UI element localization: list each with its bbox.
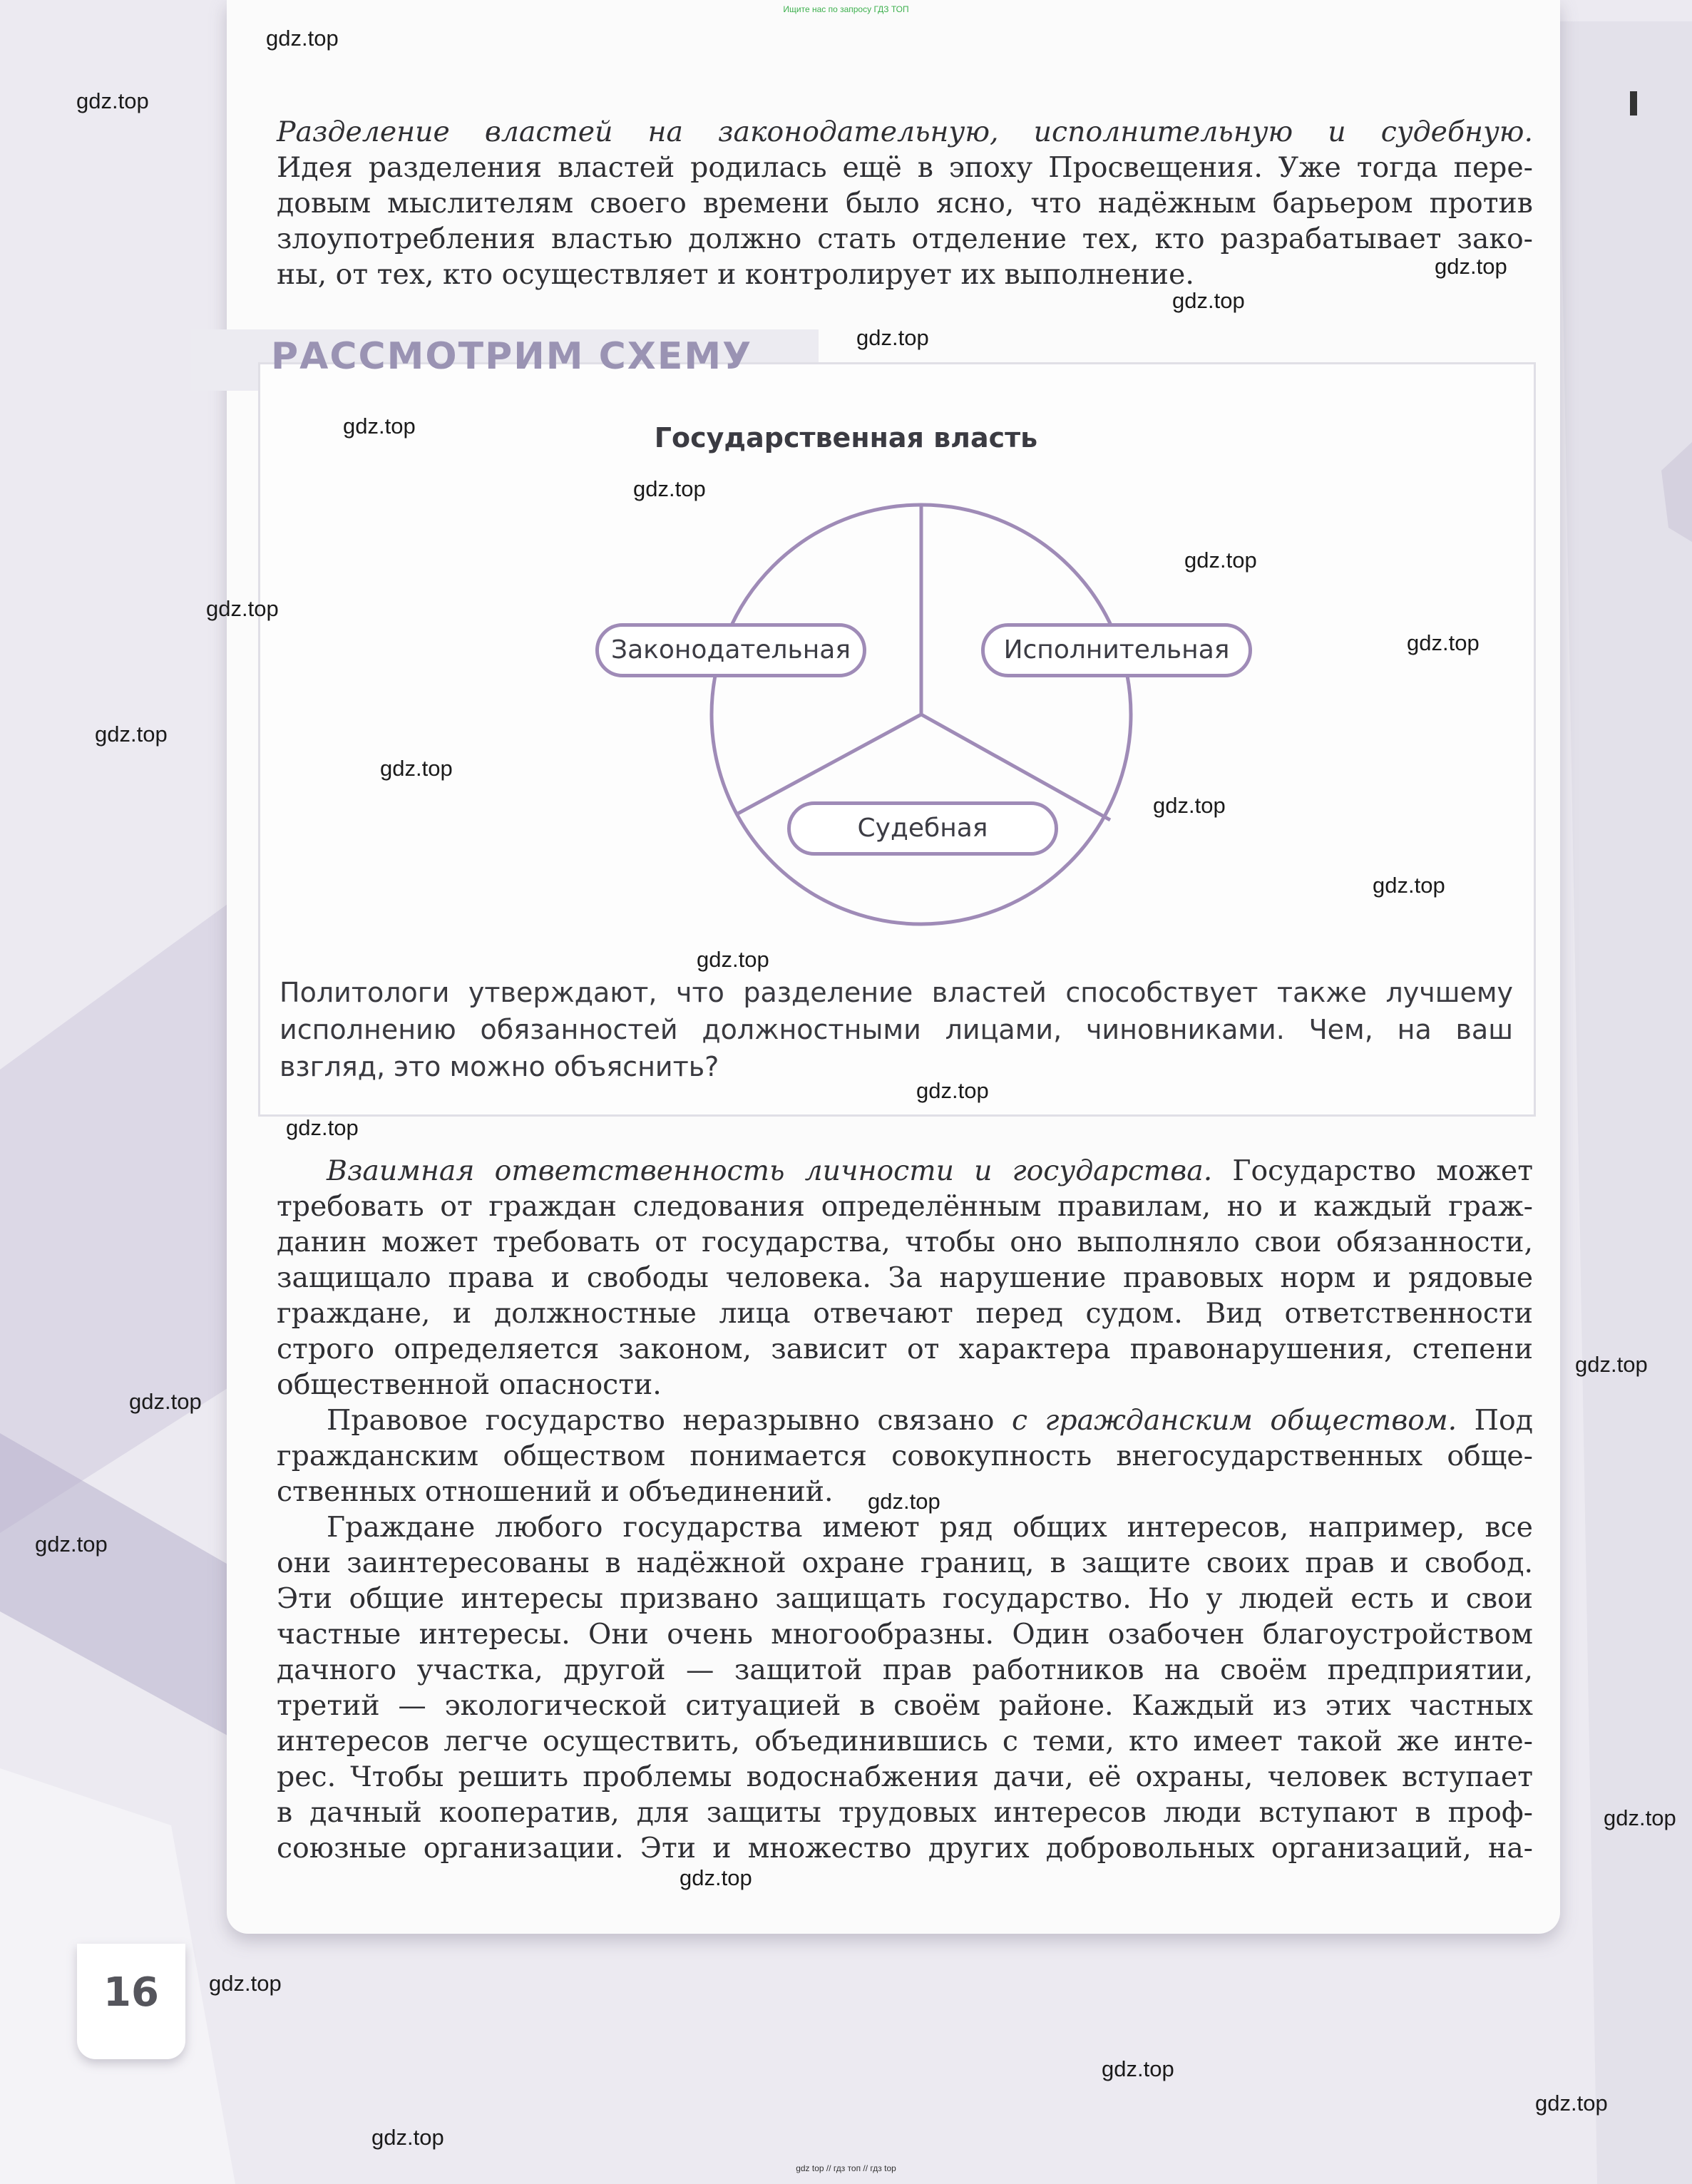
watermark: gdz.top bbox=[868, 1489, 940, 1514]
watermark: gdz.top bbox=[206, 596, 279, 621]
watermark: gdz.top bbox=[697, 947, 769, 972]
text-line: Эти общие интересы призвано защищать государство. Но у людей есть и свои bbox=[277, 1582, 1533, 1615]
watermark: gdz.top bbox=[35, 1532, 108, 1557]
text-line: требовать от граждан следования определённым правилам, но и каждый граж- bbox=[277, 1190, 1533, 1223]
watermark: gdz.top bbox=[633, 476, 706, 501]
text-line: Идея разделения властей родилась ещё в эпоху Просвещения. Уже тогда пере- bbox=[277, 151, 1533, 184]
text-line: данин может требовать от государства, чтобы оно выполняло свои обязанности, bbox=[277, 1226, 1533, 1258]
watermark: gdz.top bbox=[76, 88, 149, 113]
text-line: дачного участка, другой — защитой прав работников на своём предприятии, bbox=[277, 1654, 1533, 1686]
branch-judicial: Судебная bbox=[787, 801, 1058, 856]
watermark: gdz.top bbox=[209, 1971, 282, 1996]
watermark: gdz.top bbox=[1575, 1352, 1648, 1377]
bottom-note: gdz top // гдз топ // гдз top bbox=[796, 2163, 896, 2173]
text-fragment: Под bbox=[1474, 1404, 1533, 1437]
paragraph-mutual-responsibility bbox=[277, 1153, 1533, 1403]
watermark: gdz.top bbox=[916, 1078, 989, 1103]
text-line: общественной опасности. bbox=[277, 1368, 662, 1401]
watermark: gdz.top bbox=[1153, 793, 1226, 818]
text-line: союзные организации. Эти и множество других добровольных организаций, на- bbox=[277, 1832, 1533, 1865]
text-line: строго определяется законом, зависит от характера правонарушения, степени bbox=[277, 1333, 1533, 1365]
diagram-title: Государственная власть bbox=[654, 422, 1038, 453]
paragraph-common-interests bbox=[277, 1509, 1533, 1866]
watermark: gdz.top bbox=[1172, 288, 1245, 313]
text-line: ны, от тех, кто осуществляет и контролирует их выполнение. bbox=[277, 258, 1194, 291]
watermark: gdz.top bbox=[286, 1115, 359, 1140]
paragraph-first-line bbox=[277, 1153, 1533, 1189]
branch-executive: Исполнительная bbox=[981, 623, 1252, 677]
text-line: частные интересы. Они очень многообразны. Один озабочен благоустройством bbox=[277, 1618, 1533, 1651]
watermark: gdz.top bbox=[371, 2125, 444, 2150]
paragraph-lead: Разделение властей на законодательную, исполнительную и судебную. bbox=[277, 116, 1533, 148]
text-line: довым мыслителям своего времени было ясно, что надёжным барьером против bbox=[277, 187, 1533, 220]
watermark: gdz.top bbox=[343, 414, 416, 439]
section-title: РАССМОТРИМ СХЕМУ bbox=[271, 335, 753, 378]
watermark: gdz.top bbox=[1407, 630, 1480, 655]
paragraph-first-line bbox=[277, 1403, 1533, 1438]
watermark: gdz.top bbox=[1102, 2056, 1174, 2081]
text-line: рес. Чтобы решить проблемы водоснабжения дачи, её охраны, человек вступает bbox=[277, 1760, 1533, 1793]
text-fragment: Государство может bbox=[1232, 1154, 1533, 1187]
page-number: 16 bbox=[103, 1969, 159, 2016]
text-line: они заинтересованы в надёжной охране границ, в защите своих прав и свобод. bbox=[277, 1547, 1533, 1579]
scheme-question: Политологи утверждают, что разделение властей способствует также лучшему исполнению обязанностей должностными лицами, чиновниками. Чем, на ваш взгляд, это можно объяснить? bbox=[280, 977, 1513, 1082]
text-line: ственных отношений и объединений. bbox=[277, 1475, 834, 1508]
text-line: в дачный кооператив, для защиты трудовых интересов люди вступают в проф- bbox=[277, 1796, 1533, 1829]
text-fragment-italic: с гражданским обществом. bbox=[1011, 1404, 1457, 1437]
text-line: интересов легче осуществить, объединившись с теми, кто имеет такой же инте- bbox=[277, 1725, 1533, 1758]
watermark: gdz.top bbox=[1184, 548, 1257, 573]
text-line: Граждане любого государства имеют ряд общих интересов, например, все bbox=[327, 1511, 1533, 1544]
text-line: третий — экологической ситуацией в своём районе. Каждый из этих частных bbox=[277, 1689, 1533, 1722]
watermark: gdz.top bbox=[856, 325, 929, 350]
text-fragment: Правовое государство неразрывно связано bbox=[327, 1404, 995, 1437]
text-line: защищало права и свободы человека. За нарушение правовых норм и рядовые bbox=[277, 1261, 1533, 1294]
watermark: gdz.top bbox=[129, 1389, 202, 1414]
top-search-note: Ищите нас по запросу ГДЗ ТОП bbox=[783, 4, 909, 14]
watermark: gdz.top bbox=[95, 722, 168, 747]
paragraph-lead: Взаимная ответственность личности и государства. bbox=[327, 1154, 1213, 1187]
watermark: gdz.top bbox=[1435, 254, 1507, 279]
watermark: gdz.top bbox=[266, 26, 339, 51]
branch-legislative: Законодательная bbox=[595, 623, 866, 677]
watermark: gdz.top bbox=[380, 756, 453, 781]
watermark: gdz.top bbox=[1535, 2091, 1608, 2116]
watermark: gdz.top bbox=[1373, 873, 1445, 898]
watermark: gdz.top bbox=[1604, 1805, 1676, 1830]
text-line: злоупотребления властью должно стать отделение тех, кто разрабатывает зако- bbox=[277, 222, 1533, 255]
text-line: гражданским обществом понимается совокупность внегосударственных обще- bbox=[277, 1440, 1533, 1472]
text-line: граждане, и должностные лица отвечают перед судом. Вид ответственности bbox=[277, 1297, 1533, 1330]
divider-line-left bbox=[737, 714, 921, 814]
watermark: gdz.top bbox=[680, 1865, 752, 1890]
